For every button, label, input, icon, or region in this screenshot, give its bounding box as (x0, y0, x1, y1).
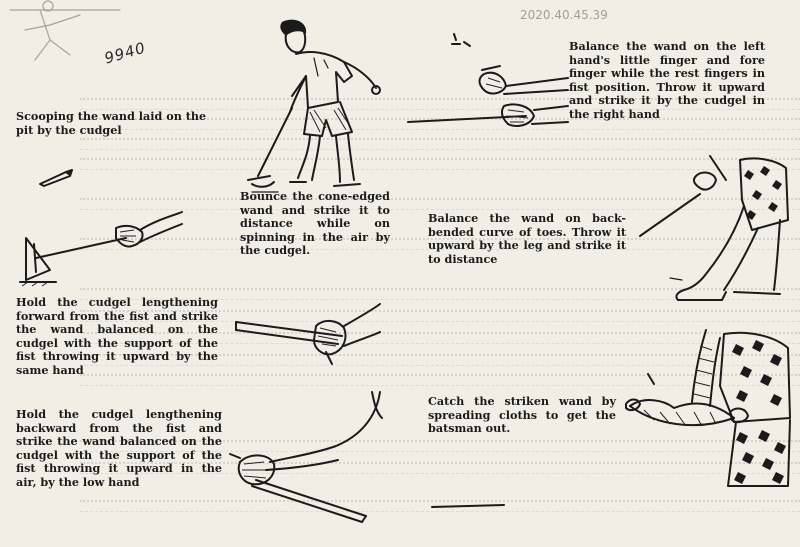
hand-cudgel-backward-icon (226, 392, 386, 522)
caption-hold-forward: Hold the cudgel lengthening forward from the fist and strike the wand balanced on the cudgel with the support of the fist throwing it upward by the same hand (16, 295, 218, 377)
handwritten-number: 9940 (102, 38, 148, 68)
cone-edged-wand-icon (36, 166, 76, 188)
hands-balancing-wand-icon (408, 30, 568, 140)
caption-catch: Catch the striken wand by spreading cloths to get the batsman out. (428, 394, 616, 436)
hand-holding-cudgel-icon (16, 208, 186, 288)
ground-line-icon (430, 496, 506, 508)
faint-stick-figure-icon (10, 0, 120, 70)
boy-scooping-figure-icon (248, 16, 388, 194)
leg-balancing-wand-icon (630, 150, 790, 310)
caption-hold-backward: Hold the cudgel lengthening backward from the fist and strike the wand balanced on the cudgel with the support of the fist throwing it upward in the air, by the low hand (16, 407, 222, 489)
hand-cudgel-forward-icon (232, 296, 382, 368)
caption-balance-left-hand: Balance the wand on the left hand's little finger and fore finger while the rest fingers in fist position. Throw it upward and strike it by the cudgel in the right hand (569, 39, 765, 121)
caption-balance-toes: Balance the wand on back-bended curve of toes. Throw it upward by the leg and strike it to distance (428, 211, 626, 266)
caption-scooping: Scooping the wand laid on the pit by the cudgel (16, 109, 207, 137)
cloth-catcher-figure-icon (624, 326, 794, 490)
caption-bounce: Bounce the cone-edged wand and strike it to distance while on spinning in the air by the cudgel. (240, 189, 390, 258)
faint-page-number: 2020.40.45.39 (520, 8, 608, 22)
